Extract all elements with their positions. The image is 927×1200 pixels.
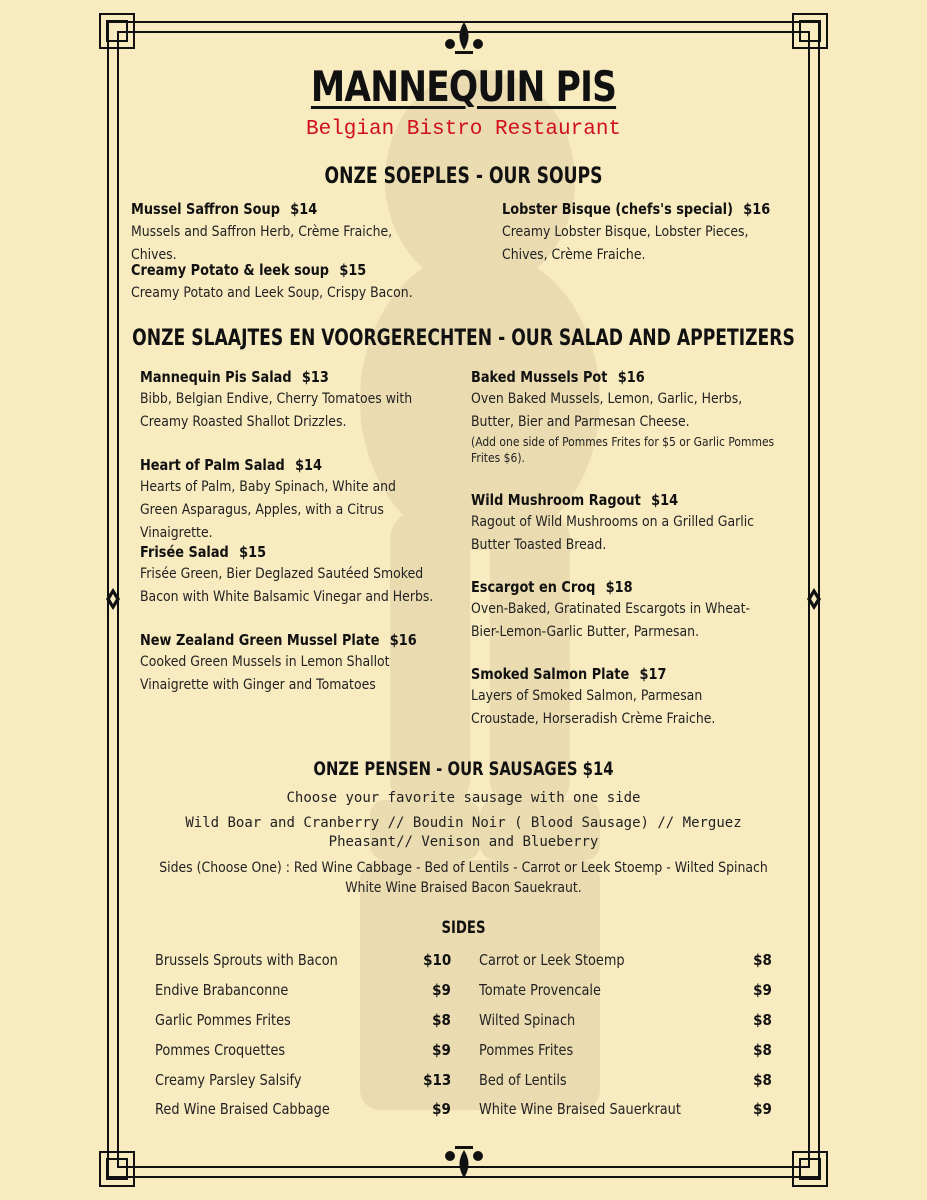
appetizer-item [140, 543, 510, 609]
side-price: $8 [753, 1011, 772, 1029]
appetizer-item [471, 491, 841, 557]
soup-item [131, 261, 471, 305]
side-item [479, 951, 772, 973]
sausages-heading: ONZE PENSEN - OUR SAUSAGES $14 [313, 758, 614, 780]
item-name: Baked Mussels Pot [471, 368, 608, 386]
item-description: Mussels and Saffron Herb, Crème Fraiche, Chives. [131, 224, 393, 263]
item-name: Smoked Salmon Plate [471, 665, 630, 683]
side-name: Creamy Parsley Salsify [155, 1071, 302, 1089]
side-name: Wilted Spinach [479, 1011, 576, 1029]
side-price: $8 [753, 1071, 772, 1089]
side-name: Garlic Pommes Frites [155, 1011, 291, 1029]
item-name: Creamy Potato & leek soup [131, 261, 330, 279]
side-price: $13 [422, 1071, 451, 1089]
item-name: Heart of Palm Salad [140, 456, 285, 474]
sausages-options-line1: Wild Boar and Cranberry // Boudin Noir ( Blood Sausage) // Merguez [185, 815, 742, 831]
item-description: Creamy Lobster Bisque, Lobster Pieces, Chives, Crème Fraiche. [502, 224, 749, 263]
item-name: New Zealand Green Mussel Plate [140, 631, 380, 649]
item-description: Oven-Baked, Gratinated Escargots in Wheat-Bier-Lemon-Garlic Butter, Parmesan. [471, 601, 751, 640]
side-item [155, 1041, 451, 1063]
side-item [479, 1011, 772, 1033]
side-price: $8 [753, 951, 772, 969]
soup-item [131, 200, 471, 267]
sausages-options-line2: Pheasant// Venison and Blueberry [328, 834, 599, 850]
side-price: $9 [432, 981, 451, 999]
side-item [155, 951, 451, 973]
item-note: (Add one side of Pommes Frites for $5 or Garlic Pommes Frites $6). [471, 434, 775, 465]
side-name: Pommes Croquettes [155, 1041, 286, 1059]
appetizer-item [471, 578, 826, 644]
side-item [155, 981, 451, 1003]
item-price: $17 [639, 665, 667, 683]
side-name: White Wine Braised Sauerkraut [479, 1100, 681, 1118]
side-item [479, 1100, 772, 1122]
item-price: $14 [290, 200, 318, 218]
side-name: Brussels Sprouts with Bacon [155, 951, 338, 969]
side-name: Endive Brabanconne [155, 981, 289, 999]
appetizer-item [140, 631, 510, 697]
item-description: Cooked Green Mussels in Lemon Shallot Vinaigrette with Ginger and Tomatoes [140, 654, 390, 693]
restaurant-title: MANNEQUIN PIS [310, 62, 617, 111]
appetizer-item [140, 456, 480, 545]
item-name: Lobster Bisque (chefs's special) [502, 200, 733, 218]
soups-heading: ONZE SOEPLES - OUR SOUPS [324, 164, 603, 189]
restaurant-subtitle: Belgian Bistro Restaurant [305, 118, 622, 141]
item-description: Ragout of Wild Mushrooms on a Grilled Garlic Butter Toasted Bread. [471, 514, 755, 553]
side-item [155, 1071, 451, 1093]
sausages-intro: Choose your favorite sausage with one side [286, 790, 641, 806]
side-item [155, 1100, 451, 1122]
side-item [479, 1071, 772, 1093]
side-price: $10 [422, 951, 451, 969]
appetizer-item [471, 368, 826, 466]
side-price: $8 [432, 1011, 451, 1029]
side-item [155, 1011, 451, 1033]
side-item [479, 1041, 772, 1063]
item-description: Frisée Green, Bier Deglazed Sautéed Smoked Bacon with White Balsamic Vinegar and Herbs. [140, 566, 434, 605]
appetizers-heading: ONZE SLAAJTES EN VOORGERECHTEN - OUR SALAD AND APPETIZERS [132, 326, 795, 351]
item-price: $15 [239, 543, 267, 561]
item-price: $16 [617, 368, 645, 386]
item-description: Layers of Smoked Salmon, Parmesan Croustade, Horseradish Crème Fraiche. [471, 688, 716, 727]
item-price: $18 [605, 578, 633, 596]
item-name: Wild Mushroom Ragout [471, 491, 641, 509]
side-name: Tomate Provencale [479, 981, 601, 999]
side-name: Bed of Lentils [479, 1071, 567, 1089]
side-price: $9 [432, 1100, 451, 1118]
side-item [479, 981, 772, 1003]
side-price: $9 [432, 1041, 451, 1059]
item-description: Bibb, Belgian Endive, Cherry Tomatoes with Creamy Roasted Shallot Drizzles. [140, 391, 413, 430]
item-name: Escargot en Croq [471, 578, 596, 596]
side-name: Carrot or Leek Stoemp [479, 951, 625, 969]
item-name: Frisée Salad [140, 543, 229, 561]
item-price: $16 [389, 631, 417, 649]
soup-item [502, 200, 832, 267]
item-price: $16 [743, 200, 771, 218]
side-name: Pommes Frites [479, 1041, 574, 1059]
sausages-sides-line2: White Wine Braised Bacon Sauekraut. [345, 880, 582, 896]
item-price: $15 [339, 261, 367, 279]
item-description: Hearts of Palm, Baby Spinach, White and Green Asparagus, Apples, with a Citrus Vinaigrette. [140, 479, 396, 541]
item-description: Oven Baked Mussels, Lemon, Garlic, Herbs, Butter, Bier and Parmesan Cheese. [471, 391, 743, 430]
item-price: $14 [295, 456, 323, 474]
item-name: Mannequin Pis Salad [140, 368, 292, 386]
item-price: $14 [651, 491, 679, 509]
sides-heading: SIDES [441, 918, 486, 938]
item-name: Mussel Saffron Soup [131, 200, 280, 218]
appetizer-item [140, 368, 490, 434]
side-name: Red Wine Braised Cabbage [155, 1100, 330, 1118]
sausages-sides-line1: Sides (Choose One) : Red Wine Cabbage - Bed of Lentils - Carrot or Leek Stoemp - Wilted Spinach [159, 860, 768, 876]
appetizer-item [471, 665, 816, 731]
item-description: Creamy Potato and Leek Soup, Crispy Bacon. [131, 285, 413, 301]
side-price: $8 [753, 1041, 772, 1059]
item-price: $13 [301, 368, 329, 386]
side-price: $9 [753, 1100, 772, 1118]
side-price: $9 [753, 981, 772, 999]
bottom-ornament [445, 1146, 483, 1178]
